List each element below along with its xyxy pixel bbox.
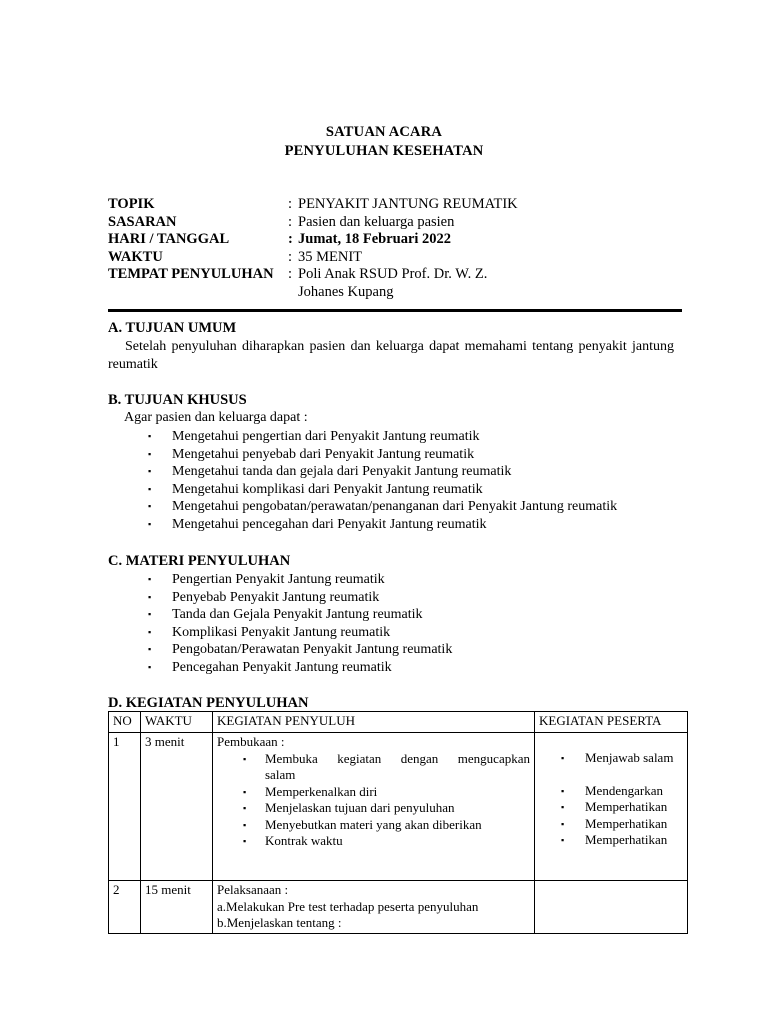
cell-kegiatan-peserta [535,881,688,934]
list-item-text: Menyebutkan materi yang akan diberikan [265,816,482,832]
list-item [148,498,617,516]
info-label: WAKTU [108,248,163,265]
square-bullet-icon: ▪ [148,518,152,529]
info-value: Pasien dan keluarga pasien [298,213,455,230]
doc-title-line2: PENYULUHAN KESEHATAN [284,143,484,159]
list-item [148,624,452,642]
list-item-text: Tanda dan Gejala Penyakit Jantung reumatik [172,607,423,623]
list-item-text: Pengobatan/Perawatan Penyakit Jantung reumatik [172,642,453,658]
list-item-text: Pengertian Penyakit Jantung reumatik [172,572,385,587]
square-bullet-icon: ▪ [561,802,565,812]
info-block [108,196,708,301]
cell-waktu: 3 menit [141,733,213,881]
list-item-text: Menjawab salam [585,750,674,765]
section-a-text: Setelah penyuluhan diharapkan pasien dan keluarga dapat memahami tentang penyakit jantung reumatik [108,339,674,372]
list-item [148,606,452,624]
info-value: Poli Anak RSUD Prof. Dr. W. Z. [298,266,488,282]
info-colon: : [288,196,293,212]
list-item [148,641,452,659]
square-bullet-icon: ▪ [148,661,152,672]
section-b-list [148,428,617,534]
info-row-topik [108,196,708,214]
table-row [109,881,688,934]
column-header: KEGIATAN PESERTA [535,712,688,733]
list-item-text: Mendengarkan [585,782,663,798]
list-item-text: Memperkenalkan diri [265,783,378,799]
info-label: TEMPAT PENYULUHAN [108,266,274,282]
section-a-heading: A. TUJUAN UMUM [108,320,237,336]
square-bullet-icon: ▪ [148,644,152,655]
info-row-sasaran [108,214,708,232]
list-item [539,799,683,816]
info-row-tempat-cont [108,284,708,302]
peserta-list [539,750,683,849]
list-item-text: Komplikasi Penyakit Jantung reumatik [172,624,391,640]
cell-kegiatan-penyuluh [213,881,535,934]
info-row-hari-tanggal [108,231,708,249]
info-colon: : [288,248,293,265]
list-item-text: Membuka kegiatan dengan mengucapkan salam [265,750,530,782]
section-d-heading: D. KEGIATAN PENYULUHAN [108,695,309,711]
cell-no: 2 [109,881,141,934]
list-item-text: Mengetahui komplikasi dari Penyakit Jantung reumatik [172,481,483,497]
list-item-text: Kontrak waktu [265,833,343,848]
doc-title-line1: SATUAN ACARA [325,124,443,140]
section-b-heading: B. TUJUAN KHUSUS [108,392,247,408]
list-item-text: Mengetahui pencegahan dari Penyakit Jantung reumatik [172,516,487,532]
penyuluh-list [217,751,530,850]
square-bullet-icon: ▪ [243,786,247,797]
list-item-text: Memperhatikan [585,799,668,814]
list-item [539,750,683,767]
section-c-heading: C. MATERI PENYULUHAN [108,553,291,569]
column-header: NO [109,712,141,733]
square-bullet-icon: ▪ [148,501,152,512]
info-colon: : [288,266,293,282]
cell-kegiatan-peserta [535,733,688,881]
info-value: PENYAKIT JANTUNG REUMATIK [298,196,518,212]
info-row-tempat [108,266,708,284]
list-item [148,463,617,481]
list-item [148,571,452,589]
square-bullet-icon: ▪ [148,574,152,584]
list-item [539,832,683,849]
info-row-waktu [108,249,708,267]
list-item-text: Penyebab Penyakit Jantung reumatik [172,589,380,605]
square-bullet-icon: ▪ [243,803,247,813]
square-bullet-icon: ▪ [148,466,152,477]
list-item [148,481,617,499]
square-bullet-icon: ▪ [148,591,152,602]
info-colon: : [288,213,293,230]
list-item [217,751,530,784]
square-bullet-icon: ▪ [561,785,565,796]
list-item-text: Mengetahui pengobatan/perawatan/penanganan dari Penyakit Jantung reumatik [172,499,618,515]
list-item-text: Mengetahui penyebab dari Penyakit Jantung reumatik [172,446,475,462]
list-item [148,659,452,677]
column-header: KEGIATAN PENYULUH [213,712,535,733]
square-bullet-icon: ▪ [148,483,152,494]
list-item [148,446,617,464]
info-value-continued: Johanes Kupang [298,283,394,300]
square-bullet-icon: ▪ [148,448,152,459]
list-item [148,589,452,607]
column-header: WAKTU [141,712,213,733]
section-b-intro: Agar pasien dan keluarga dapat : [124,410,308,425]
horizontal-rule [108,309,682,312]
square-bullet-icon: ▪ [243,753,247,764]
square-bullet-icon: ▪ [148,626,152,637]
info-value: Jumat, 18 Februari 2022 [298,231,452,247]
list-item [148,516,617,534]
cell-kegiatan-penyuluh [213,733,535,881]
kegiatan-table [108,711,688,934]
info-label: TOPIK [108,196,155,212]
info-label: HARI / TANGGAL [108,231,230,247]
list-item-text: Memperhatikan [585,832,668,847]
list-item-text: Menjelaskan tujuan dari penyuluhan [265,800,455,815]
cell-subtitle: Pembukaan : [217,734,285,749]
list-item-text: Mengetahui tanda dan gejala dari Penyakit Jantung reumatik [172,464,512,480]
cell-waktu: 15 menit [141,881,213,934]
square-bullet-icon: ▪ [148,431,152,441]
list-item-text: Mengetahui pengertian dari Penyakit Jantung reumatik [172,429,480,444]
square-bullet-icon: ▪ [561,818,565,829]
list-item [148,428,617,446]
section-c-list [148,571,452,677]
square-bullet-icon: ▪ [561,753,565,763]
list-item [217,817,530,834]
list-item-text: Pencegahan Penyakit Jantung reumatik [172,659,392,675]
list-item [217,800,530,817]
cell-line: a.Melakukan Pre test terhadap peserta penyuluhan [217,898,479,914]
list-item-text: Memperhatikan [585,815,668,831]
table-header-row [109,712,688,733]
cell-line: b.Menjelaskan tentang : [217,915,342,930]
square-bullet-icon: ▪ [243,836,247,846]
square-bullet-icon: ▪ [243,819,247,830]
info-value: 35 MENIT [298,248,363,265]
info-label: SASARAN [108,213,177,230]
list-item [217,784,530,801]
cell-no: 1 [109,733,141,881]
list-item [539,783,683,800]
info-colon: : [288,231,293,247]
square-bullet-icon: ▪ [561,835,565,845]
list-item [217,833,530,850]
square-bullet-icon: ▪ [148,609,152,620]
list-item [539,816,683,833]
table-row [109,733,688,881]
cell-subtitle: Pelaksanaan : [217,882,289,897]
